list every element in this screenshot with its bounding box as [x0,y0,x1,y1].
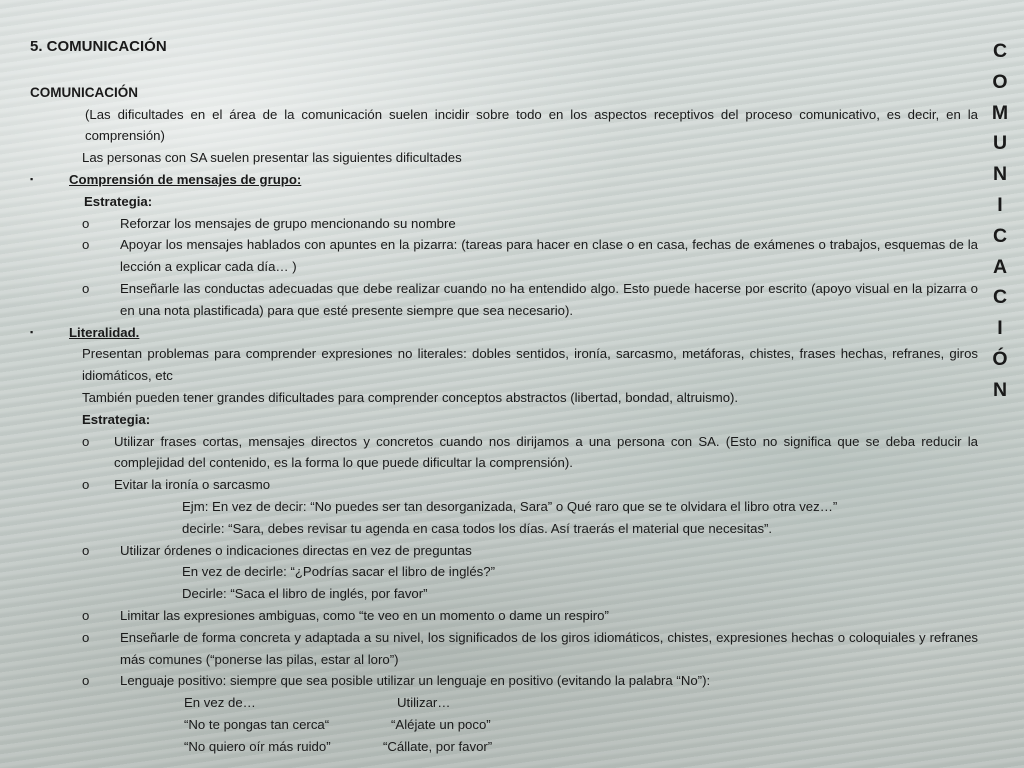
vertical-letter: C [992,40,1008,62]
section2-paragraph: También pueden tener grandes dificultades para comprender conceptos abstractos (libertad, bondad, altruismo). [82,389,739,405]
square-bullet-icon: ▪ [30,173,34,184]
table-cell: “Aléjate un poco” [391,716,491,732]
intro-line: Las personas con SA suelen presentar las siguientes dificultades [82,150,462,166]
list-item-text: Enseñarle de forma concreta y adaptada a su nivel, los significados de los giros idiomáticos, chistes, expresiones hechas o coloquiales y refranes más comunes (“ponerse las pilas, estar al loro”) [120,629,978,667]
vertical-letter: A [992,255,1008,278]
list-item-text: Apoyar los mensajes hablados con apuntes en la pizarra: (tareas para hacer en clase o en casa, fechas de exámenes o trabajos, esquemas de la lección a explicar cada día… ) [120,237,978,275]
strategy-label: Estrategia: [82,411,151,427]
column-header-instead: En vez de… [184,695,256,711]
column-header-use: Utilizar… [397,695,451,711]
circle-bullet-icon: o [82,629,90,645]
list-item-text: Lenguaje positivo: siempre que sea posible utilizar un lenguaje en positivo (evitando la palabra “No”): [120,673,711,689]
intro-paragraph: (Las dificultades en el área de la comunicación suelen incidir sobre todo en los aspectos receptivos del proceso comunicativo, es decir, en la comprensión) [85,106,978,144]
list-item [30,540,978,562]
table-cell: “Cállate, por favor” [383,738,493,754]
list-item-text: Limitar las expresiones ambiguas, como “te veo en un momento o dame un respiro” [120,607,609,623]
vertical-title [990,36,1010,406]
list-item [30,474,978,496]
section-heading: COMUNICACIÓN [30,84,138,100]
section2-header [30,322,978,344]
section2-label: Literalidad. [69,324,140,340]
vertical-letter: O [992,70,1008,93]
example-line: Ejm: En vez de decir: “No puedes ser tan desorganizada, Sara” o Qué raro que se te olvidara el libro otra vez…” [182,498,838,514]
circle-bullet-icon: o [82,433,90,449]
section2-strategy [30,409,978,431]
example-line: Decirle: “Saca el libro de inglés, por favor” [182,586,428,602]
list-item-text: Utilizar órdenes o indicaciones directas en vez de preguntas [120,542,472,558]
list-item [30,627,978,671]
circle-bullet-icon: o [82,673,90,689]
circle-bullet-icon: o [82,280,90,296]
table-cell: “No quiero oír más ruido” [184,738,331,754]
list-item [30,278,978,322]
list-item [30,605,978,627]
strategy-label: Estrategia: [84,193,153,209]
example-line: En vez de decirle: “¿Podrías sacar el libro de inglés?” [182,564,495,580]
section1-strategy [30,191,978,213]
document-body [30,36,978,758]
list-item-text: Enseñarle las conductas adecuadas que debe realizar cuando no ha entendido algo. Esto puede hacerse por escrito (apoyo visual en la pizarra o en una nota plastificada) para que esté presente siempre que sea necesario). [120,280,978,318]
vertical-letter: I [997,317,1003,340]
comparison-table-header [30,692,978,714]
square-bullet-icon: ▪ [30,326,34,337]
comparison-table-row [30,714,978,736]
circle-bullet-icon: o [82,607,90,623]
comparison-table-row [30,736,978,758]
circle-bullet-icon: o [82,477,90,493]
vertical-letter: C [992,224,1008,247]
vertical-letter: N [992,378,1008,401]
list-item-text: Evitar la ironía o sarcasmo [114,477,271,493]
list-item-text: Reforzar los mensajes de grupo mencionando su nombre [120,215,456,231]
example-line: decirle: “Sara, debes revisar tu agenda en casa todos los días. Así traerás el material que necesitas”. [182,520,773,536]
section2-paragraph: Presentan problemas para comprender expresiones no literales: dobles sentidos, ironía, sarcasmo, metáforas, chistes, frases hechas, refranes, giros idiomáticos, etc [82,346,978,384]
section1-header [30,169,978,191]
page-title: 5. COMUNICACIÓN [30,38,167,55]
list-item-text: Utilizar frases cortas, mensajes directos y concretos cuando nos dirijamos a una persona con SA. (Esto no significa que se deba reducir la complejidad del contenido, es la forma lo que puede dificultar la comprensión). [114,433,978,471]
circle-bullet-icon: o [82,542,90,558]
circle-bullet-icon: o [82,237,90,253]
list-item [30,234,978,278]
vertical-letter: M [991,101,1009,124]
vertical-letter: C [992,286,1008,309]
section1-label: Comprensión de mensajes de grupo: [69,171,302,187]
table-cell: “No te pongas tan cerca“ [184,716,330,732]
list-item [30,431,978,475]
circle-bullet-icon: o [82,215,90,231]
vertical-letter: N [992,163,1008,186]
list-item [30,670,978,692]
list-item [30,213,978,235]
vertical-letter: Ó [992,347,1008,370]
vertical-letter: I [997,193,1003,216]
vertical-letter: U [992,132,1008,155]
